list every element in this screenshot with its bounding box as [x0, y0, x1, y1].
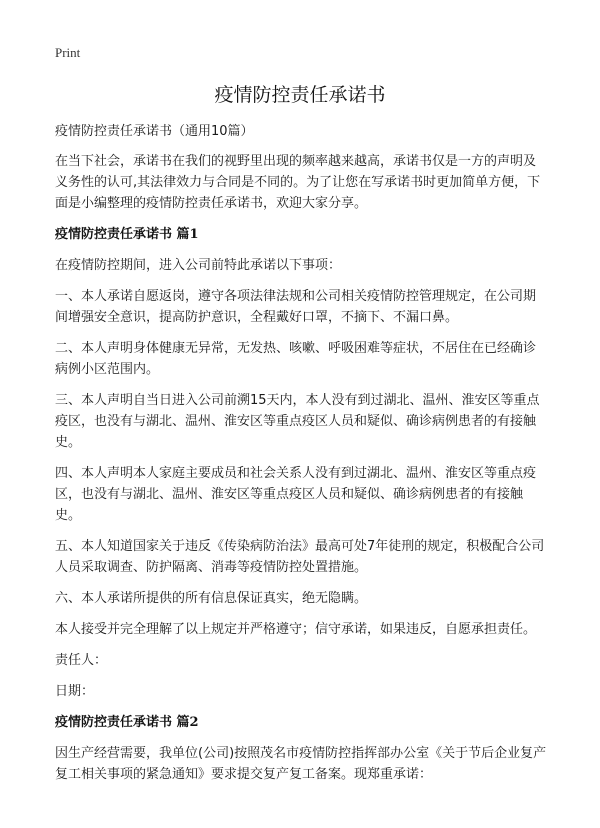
section1-item-4: 四、本人声明本人家庭主要成员和社会关系人没有到过湖北、温州、淮安区等重点疫区，也没有与湖北、温州、淮安区等重点疫区人员和疑似、确诊病例患者的有接触史。 — [55, 466, 537, 523]
section1-item-2: 二、本人声明身体健康无异常，无发热、咳嗽、呼吸困难等症状，不居住在已经确诊病例小区范围内。 — [55, 341, 537, 377]
section2-lead: 因生产经营需要，我单位(公司)按照茂名市疫情防控指挥部办公室《关于节后企业复产复工相关事项的紧急通知》要求提交复产复工备案。现郑重承诺： — [55, 746, 547, 782]
print-link[interactable]: Print — [55, 45, 81, 60]
signer-line: 责任人： — [55, 653, 108, 668]
document-subtitle: 疫情防控责任承诺书（通用10篇） — [55, 124, 254, 139]
section1-item-5: 五、本人知道国家关于违反《传染病防治法》最高可处7年徒刑的规定，积极配合公司人员采取调查、防护隔离、消毒等疫情防控处置措施。 — [55, 539, 545, 575]
intro-paragraph: 在当下社会，承诺书在我们的视野里出现的频率越来越高，承诺书仅是一方的声明及义务性的认可,其法律效力与合同是不同的。为了让您在写承诺书时更加简单方便，下面是小编整理的疫情防控责任承诺书，欢迎大家分享。 — [55, 154, 541, 211]
date-line: 日期： — [55, 684, 95, 699]
page-title: 疫情防控责任承诺书 — [214, 84, 386, 106]
section-heading-1: 疫情防控责任承诺书 篇1 — [55, 227, 199, 242]
section1-item-1: 一、本人承诺自愿返岗，遵守各项法律法规和公司相关疫情防控管理规定，在公司期间增强安全意识，提高防护意识，全程戴好口罩，不摘下、不漏口鼻。 — [55, 289, 537, 325]
section1-closing: 本人接受并完全理解了以上规定并严格遵守；信守承诺，如果违反，自愿承担责任。 — [55, 622, 537, 637]
section-heading-2: 疫情防控责任承诺书 篇2 — [55, 715, 199, 730]
section1-lead: 在疫情防控期间，进入公司前特此承诺以下事项： — [55, 258, 342, 273]
document-body — [55, 121, 547, 795]
section1-item-6: 六、本人承诺所提供的所有信息保证真实，绝无隐瞒。 — [55, 591, 368, 606]
section1-item-3: 三、本人声明自当日进入公司前溯15天内，本人没有到过湖北、温州、淮安区等重点疫区，也没有与湖北、温州、淮安区等重点疫区人员和疑似、确诊病例患者的有接触史。 — [55, 393, 540, 450]
